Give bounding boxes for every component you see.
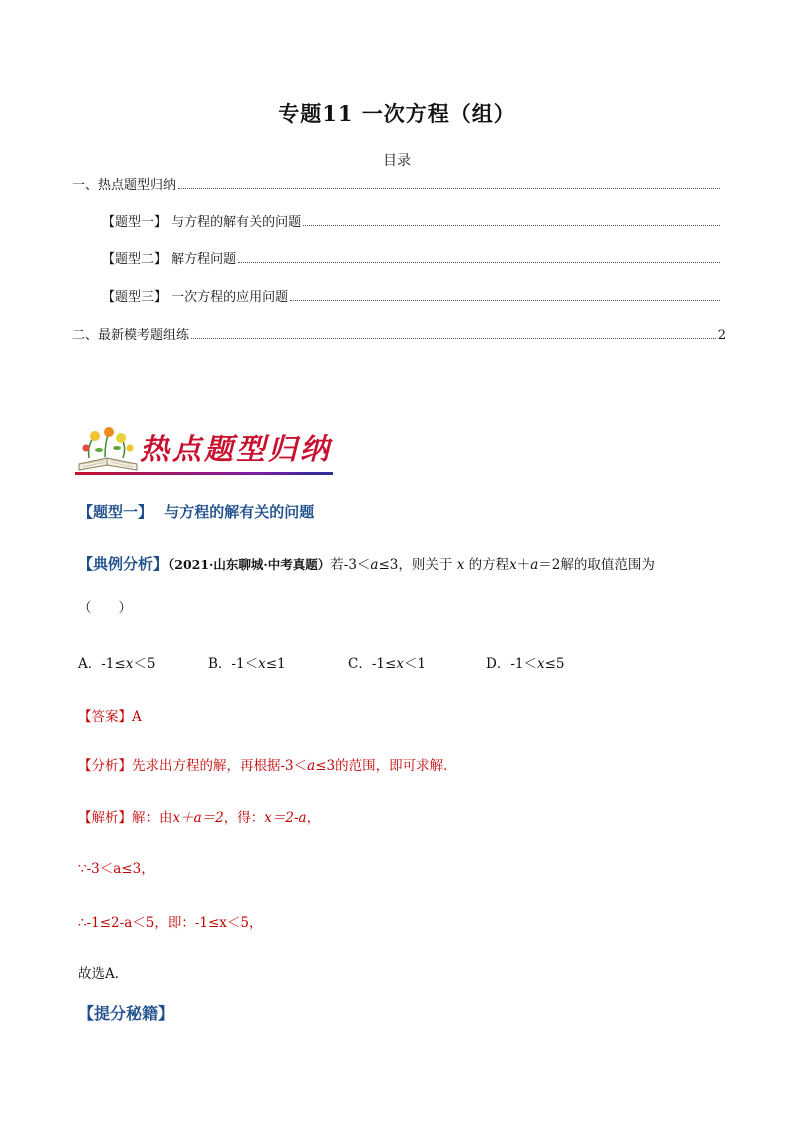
- toc-leader: [178, 188, 720, 189]
- option-text: ≤5: [544, 656, 565, 672]
- option-c[interactable]: [348, 652, 426, 672]
- solution-line-3: [78, 911, 263, 931]
- toc-entry[interactable]: [102, 212, 726, 230]
- question-text: 解的取值范围为: [560, 557, 655, 573]
- option-label: A．: [78, 656, 102, 672]
- toc-leader: [303, 225, 720, 226]
- question-text: 若-3＜: [330, 557, 371, 573]
- option-text: ＜1: [403, 656, 427, 672]
- solution-line-2: ∵-3＜a≤3，: [78, 861, 155, 877]
- section-tag: 【题型一】: [78, 503, 154, 521]
- var-a: a: [530, 557, 539, 573]
- equation: x＝2-a: [264, 810, 307, 826]
- banner-title: 热点题型归纳: [140, 432, 333, 466]
- toc-entry-label: 二、最新模考题组练: [72, 328, 190, 343]
- example-question: [78, 553, 655, 574]
- solution-text: ，: [249, 915, 263, 931]
- solution-text: ∴-1≤2-a＜5，即：: [78, 915, 195, 931]
- solution-line-1: [78, 806, 320, 826]
- toc-entry[interactable]: [102, 287, 726, 305]
- option-d[interactable]: [486, 652, 565, 672]
- analysis-tag: 【分析】: [78, 758, 132, 774]
- option-text: ≤1: [265, 656, 286, 672]
- toc-entry[interactable]: [72, 325, 726, 343]
- example-source: （2021·山东聊城·中考真题）: [168, 557, 331, 572]
- question-text: ＋: [516, 557, 531, 573]
- answer-blank: （ ）: [78, 600, 132, 616]
- option-label: D．: [486, 656, 511, 672]
- option-text: -1＜: [510, 656, 537, 672]
- tips-heading: 【提分秘籍】: [78, 1004, 175, 1023]
- toc-entry-label: 一、热点题型归纳: [72, 178, 177, 193]
- var-x: x: [396, 656, 404, 672]
- toc-entry[interactable]: [72, 175, 726, 193]
- option-text: -1≤: [371, 656, 397, 672]
- toc-entry[interactable]: [102, 249, 726, 267]
- option-a[interactable]: [78, 652, 155, 672]
- solution-tag: 【解析】: [78, 810, 132, 826]
- option-label: C．: [348, 656, 372, 672]
- question-text: ≤3，则关于: [378, 557, 453, 573]
- toc-leader: [290, 300, 720, 301]
- var-x: x: [125, 656, 134, 672]
- question-text: ＝2: [538, 557, 561, 573]
- option-b[interactable]: [208, 652, 286, 672]
- page-title: 专题11 一次方程（组）: [278, 101, 516, 126]
- section-heading: [78, 501, 314, 522]
- equation: -1≤x＜5: [194, 915, 250, 931]
- book-flowers-icon: [75, 424, 141, 474]
- solution-line-4: 故选A．: [78, 966, 129, 982]
- analysis-line: [78, 754, 457, 774]
- question-text: 的方程: [468, 557, 510, 573]
- var-x: x: [509, 557, 517, 573]
- option-label: B．: [208, 656, 232, 672]
- solution-text: ，得：: [223, 810, 265, 826]
- var-x: x: [258, 656, 266, 672]
- example-tag: 【典例分析】: [78, 555, 169, 573]
- toc-page-number: 2: [717, 328, 726, 343]
- option-text: -1≤: [101, 656, 126, 672]
- solution-text: 解：由: [132, 810, 173, 826]
- analysis-text: 先求出方程的解，再根据-3＜: [132, 758, 308, 774]
- toc-leader: [191, 338, 716, 339]
- var-x: x: [536, 656, 545, 672]
- banner-underline: [75, 472, 333, 475]
- toc-entry-label: 【题型一】 与方程的解有关的问题: [102, 215, 302, 230]
- var-a: a: [307, 758, 316, 774]
- toc-entry-label: 【题型三】 一次方程的应用问题: [102, 290, 289, 305]
- answer-value: A: [132, 709, 142, 725]
- equation: x＋a＝2: [172, 810, 224, 826]
- section-title: 与方程的解有关的问题: [164, 503, 315, 521]
- var-x: x: [456, 557, 465, 573]
- toc-entry-label: 【题型二】 解方程问题: [102, 252, 237, 267]
- option-text: ＜5: [133, 656, 156, 672]
- var-a: a: [370, 557, 379, 573]
- answer-line: [78, 705, 142, 725]
- option-text: -1＜: [231, 656, 259, 672]
- analysis-text: ≤3的范围，即可求解．: [315, 758, 457, 774]
- answer-tag: 【答案】: [78, 709, 132, 725]
- toc-leader: [238, 262, 720, 263]
- solution-text: ，: [306, 810, 321, 826]
- toc-heading: 目录: [383, 153, 411, 169]
